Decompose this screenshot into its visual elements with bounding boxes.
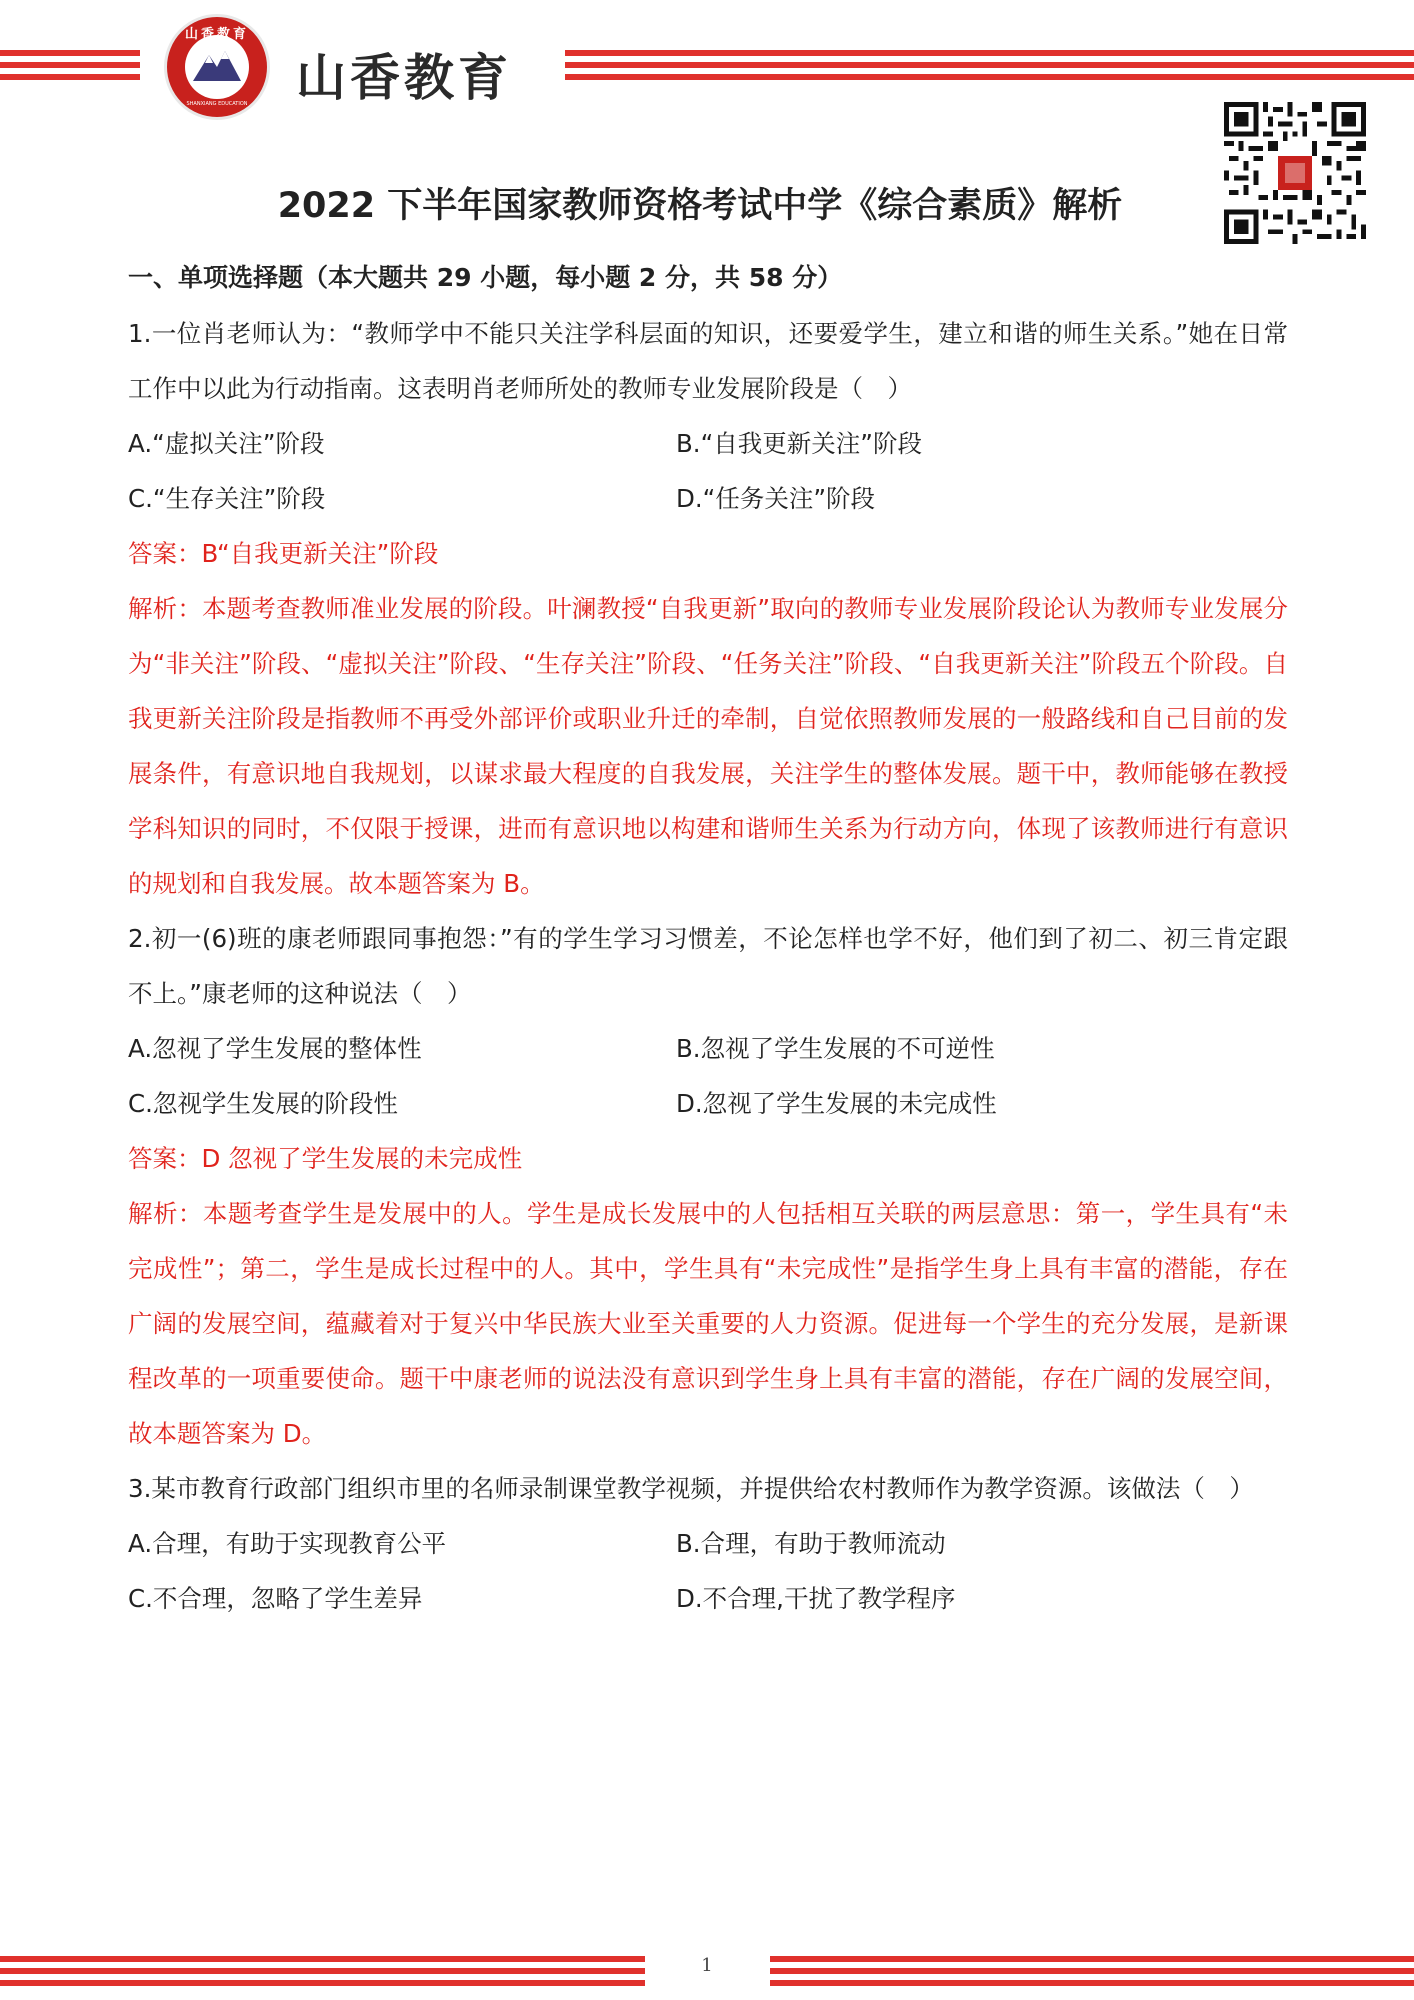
answer: 答案：D 忽视了学生发展的未完成性 [128,1144,523,1173]
option-d: D.忽视了学生发展的未完成性 [676,1089,997,1118]
brand-name: 山香教育 [296,48,512,107]
logo-text: 山香教育 [184,27,249,42]
option-a: A.“虚拟关注”阶段 [128,429,325,458]
section-heading: 一、单项选择题（本大题共 29 小题，每小题 2 分，共 58 分） [128,263,843,292]
page-number: 1 [701,1955,713,1976]
option-d: D.不合理,干扰了教学程序 [676,1584,956,1613]
options [128,416,1288,526]
options [128,1516,1288,1626]
option-c: C.忽视学生发展的阶段性 [128,1089,398,1118]
header-stripes-left [0,50,140,86]
option-a: A.合理，有助于实现教育公平 [128,1529,447,1558]
option-c: C.不合理，忽略了学生差异 [128,1584,423,1613]
logo [164,14,270,120]
options [128,1021,1288,1131]
option-d: D.“任务关注”阶段 [676,484,876,513]
question-stem: 3.某市教育行政部门组织市里的名师录制课堂教学视频，并提供给农村教师作为教学资源。该做法（ ） [128,1474,1254,1503]
logo-subtext: SHANXIANG EDUCATION [186,101,248,107]
option-a: A.忽视了学生发展的整体性 [128,1034,422,1063]
question-1 [128,306,1288,911]
option-c: C.“生存关注”阶段 [128,484,326,513]
analysis: 解析：本题考查学生是发展中的人。学生是成长发展中的人包括相互关联的两层意思：第一，学生具有“未完成性”；第二，学生是成长过程中的人。其中，学生具有“未完成性”是指学生身上具有丰富的潜能，存在广阔的发展空间，蕴藏着对于复兴中华民族大业至关重要的人力资源。促进每一个学生的充分发展，是新课程改革的一项重要使命。题干中康老师的说法没有意识到学生身上具有丰富的潜能，存在广阔的发展空间，故本题答案为 D。 [128,1199,1288,1448]
qr-code [1222,102,1368,244]
question-2 [128,911,1288,1461]
question-3 [128,1461,1288,1626]
option-b: B.合理，有助于教师流动 [676,1529,946,1558]
answer: 答案：B“自我更新关注”阶段 [128,539,439,568]
questions-content [128,306,1288,1626]
question-stem: 2.初一(6)班的康老师跟同事抱怨：”有的学生学习习惯差，不论怎样也学不好，他们到了初二、初三肯定跟不上。”康老师的这种说法（ ） [128,924,1288,1008]
question-stem: 1.一位肖老师认为：“教师学中不能只关注学科层面的知识，还要爱学生，建立和谐的师生关系。”她在日常工作中以此为行动指南。这表明肖老师所处的教师专业发展阶段是（ ） [128,319,1288,403]
analysis: 解析：本题考查教师准业发展的阶段。叶澜教授“自我更新”取向的教师专业发展阶段论认为教师专业发展分为“非关注”阶段、“虚拟关注”阶段、“生存关注”阶段、“任务关注”阶段、“自我更新关注”阶段五个阶段。自我更新关注阶段是指教师不再受外部评价或职业升迁的牵制，自觉依照教师发展的一般路线和自己目前的发展条件，有意识地自我规划，以谋求最大程度的自我发展，关注学生的整体发展。题干中，教师能够在教授学科知识的同时，不仅限于授课，进而有意识地以构建和谐师生关系为行动方向，体现了该教师进行有意识的规划和自我发展。故本题答案为 B。 [128,594,1288,898]
header-stripes-right [565,50,1414,86]
option-b: B.“自我更新关注”阶段 [676,429,922,458]
document-title: 2022 下半年国家教师资格考试中学《综合素质》解析 [277,186,1123,226]
option-b: B.忽视了学生发展的不可逆性 [676,1034,995,1063]
